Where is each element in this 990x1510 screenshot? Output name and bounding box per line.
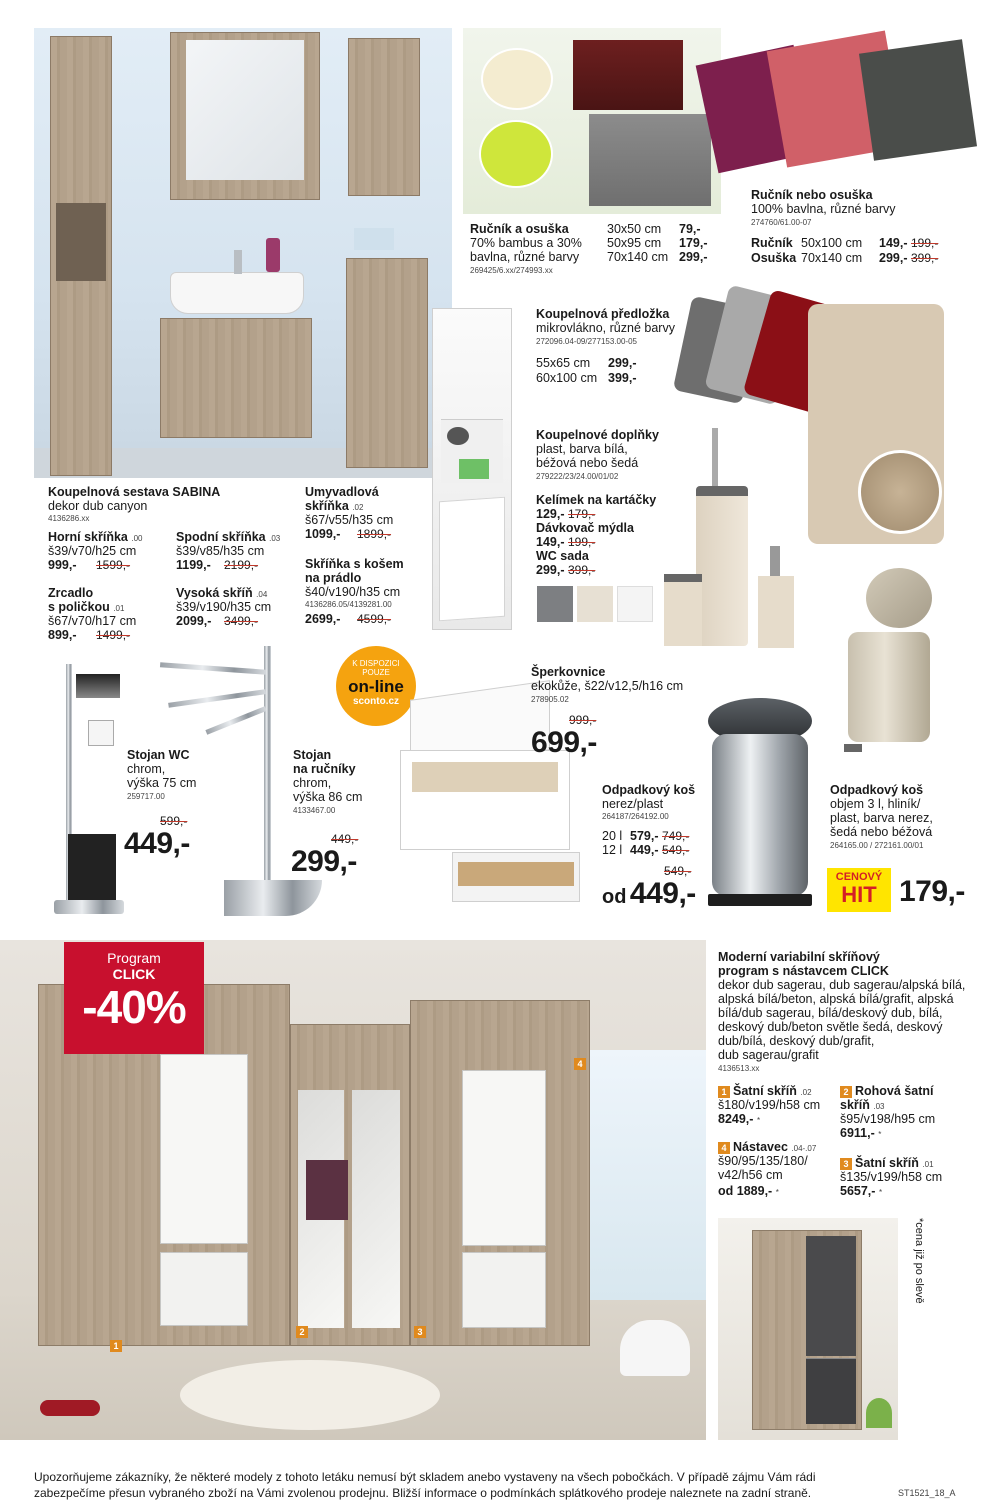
stojan-wc-desc1: chrom, [127, 762, 166, 776]
badge-text: CENOVÝ [835, 871, 883, 883]
rucnik-bambus-desc1: 70% bambus a 30% [470, 236, 582, 250]
stojan-rucniky-desc1: chrom, [293, 776, 332, 790]
rucnik-bambus-title: Ručník a osuška [470, 222, 569, 236]
sabina-kos: Skříňka s košem [305, 557, 404, 571]
stojan-rucniky-code: 4133467.00 [293, 806, 336, 815]
stojan-rucniky-title1: Stojan [293, 748, 332, 762]
rucnik-bavlna-row: Osuška 70x140 cm 299,- 399,- [751, 251, 939, 265]
click-desc-line: dekor dub sagerau, dub sagerau/alpská bílá, [718, 978, 966, 992]
rucnik-bambus-desc2: bavlna, různé barvy [470, 250, 580, 264]
predlozka-title: Koupelnová předložka [536, 307, 670, 321]
color-swatch-beige[interactable] [577, 586, 613, 622]
kos-hlinik-desc2: plast, barva nerez, [830, 811, 933, 825]
doplnky-item-name: WC sada [536, 549, 589, 563]
rucnik-bambus-code: 269425/6.xx/274993.xx [470, 266, 553, 275]
position-marker-1: 1 [110, 1340, 122, 1352]
kos-nerez-desc: nerez/plast [602, 797, 664, 811]
sabina-spodni-price: 1199,- 2199,- [176, 558, 259, 572]
kos-hlinik-desc1: objem 3 l, hliník/ [830, 797, 921, 811]
predlozka-desc: mikrovlákno, různé barvy [536, 321, 675, 335]
click-item-1-dims: š180/v199/h58 cm [718, 1098, 821, 1112]
sabina-umyvadlova-price: 1099,- 1899,- [305, 527, 392, 541]
doplnky-code: 279222/23/24.00/01/02 [536, 472, 619, 481]
sperkovnice-desc: ekokůže, š22/v12,5/h16 cm [531, 679, 684, 693]
stojan-rucniky-price: 299,- [291, 845, 357, 878]
size-row: 60x100 cm 399,- [536, 371, 637, 385]
footer-disclaimer-line1: Upozorňujeme zákazníky, že některé modely z tohoto letáku nemusí být skladem anebo vystaveny na všech pobočkách. V případě zájmu Vám rádi [34, 1470, 816, 1484]
sabina-horni-price: 999,- 1599,- [48, 558, 131, 572]
stojan-wc-code: 259717.00 [127, 792, 165, 801]
doplnky-item-name: Kelímek na kartáčky [536, 493, 657, 507]
stojan-wc-title: Stojan WC [127, 748, 190, 762]
stojan-wc-price: 449,- [124, 827, 190, 860]
footer-disclaimer-line2: zabezpečíme přesun vybraného zboží na Vámi zvolenou prodejnu. Bližší informace o podmínkách splátkového prodeje naleznete na zadní straně. [34, 1486, 812, 1500]
size-row: 50x95 cm 179,- [607, 236, 708, 250]
sabina-zrcadlo-price: 899,- 1499,- [48, 628, 131, 642]
trash-can-small-photo [840, 568, 944, 758]
predlozka-code: 272096.04-09/277153.00-05 [536, 337, 637, 346]
program-label: Program [107, 950, 161, 966]
sabina-spodni: Spodní skříňka .03 [176, 530, 281, 544]
discount-banner [64, 942, 204, 1054]
click-item-1: 1 Šatní skříň .02 [718, 1084, 812, 1098]
sabina-umyvadlova-dims: š67/v55/h35 cm [305, 513, 394, 527]
stojan-rucniky-old-price: 449,- [331, 832, 359, 846]
sabina-umyvadlova-2: skříňka .02 [305, 499, 364, 513]
click-item-3: 3 Šatní skříň .01 [840, 1156, 934, 1170]
laundry-cabinet-photo [432, 308, 512, 630]
click-title1: Moderní variabilní skříňový [718, 950, 880, 964]
click-item-4-dims2: v42/h56 cm [718, 1168, 783, 1182]
size-row: 70x140 cm 299,- [607, 250, 708, 264]
click-desc-line: deskový dub/beton světle šedá, deskový [718, 1020, 943, 1034]
position-marker-2: 2 [296, 1326, 308, 1338]
doplnky-desc1: plast, barva bílá, [536, 442, 628, 456]
sperkovnice-title: Šperkovnice [531, 665, 606, 679]
click-item-4-price: od 1889,- * [718, 1184, 779, 1198]
click-item-2-price: 6911,- * [840, 1126, 882, 1140]
position-marker-4: 4 [574, 1058, 586, 1070]
towels-cotton-photo [706, 34, 978, 174]
click-item-2-dims: š95/v198/h95 cm [840, 1112, 936, 1126]
wardrobe-small-photo [718, 1218, 898, 1440]
kos-nerez-title: Odpadkový koš [602, 783, 696, 797]
rucnik-bavlna-title: Ručník nebo osuška [751, 188, 873, 202]
kos-hlinik-title: Odpadkový koš [830, 783, 924, 797]
color-swatch-grey[interactable] [537, 586, 573, 622]
click-item-4-dims1: š90/95/135/180/ [718, 1154, 808, 1168]
badge-text: POUZE [362, 668, 390, 677]
doplnky-item-price: 129,- 179,- [536, 507, 596, 521]
sabina-subtitle: dekor dub canyon [48, 499, 148, 513]
sabina-kos-2: na prádlo [305, 571, 362, 585]
wc-stand-photo [48, 664, 128, 916]
sabina-vysoka-dims: š39/v190/h35 cm [176, 600, 272, 614]
kos-nerez-price: od 449,- [602, 877, 696, 910]
kos-hlinik-desc3: šedá nebo béžová [830, 825, 933, 839]
size-row: 30x50 cm 79,- [607, 222, 701, 236]
rucnik-bavlna-row: Ručník 50x100 cm 149,- 199,- [751, 236, 939, 250]
sabina-horni-dims: š39/v70/h25 cm [48, 544, 137, 558]
stojan-wc-desc2: výška 75 cm [127, 776, 197, 790]
sabina-spodni-dims: š39/v85/h35 cm [176, 544, 265, 558]
click-desc-line: bílá/dub sagerau, bílá/deskový dub, bílá, [718, 1006, 943, 1020]
bathroom-photo [34, 28, 452, 478]
click-desc-line: dub/bílá, deskový dub/grafit, [718, 1034, 875, 1048]
badge-site: sconto.cz [352, 696, 400, 707]
stojan-rucniky-desc2: výška 86 cm [293, 790, 363, 804]
price-note: *cena již po slevě [913, 1218, 925, 1304]
sperkovnice-code: 278905.02 [531, 695, 569, 704]
rucnik-bavlna-code: 274760/61.00-07 [751, 218, 812, 227]
click-title2: program s nástavcem CLICK [718, 964, 889, 978]
click-item-4: 4 Nástavec .04-.07 [718, 1140, 816, 1154]
towels-bamboo-photo [463, 28, 721, 214]
badge-text: K DISPOZICI [352, 659, 400, 668]
doplnky-desc2: béžová nebo šedá [536, 456, 639, 470]
trash-can-steel-photo [704, 698, 816, 910]
doplnky-title: Koupelnové doplňky [536, 428, 659, 442]
sabina-title: Koupelnová sestava SABINA [48, 485, 221, 499]
sabina-vysoka-price: 2099,- 3499,- [176, 614, 259, 628]
sperkovnice-old-price: 999,- [569, 713, 597, 727]
rucnik-bavlna-desc: 100% bavlna, různé barvy [751, 202, 896, 216]
click-item-1-price: 8249,- * [718, 1112, 761, 1126]
kos-nerez-row: 12 l 449,- 549,- [602, 843, 690, 857]
doplnky-item-name: Dávkovač mýdla [536, 521, 634, 535]
click-item-2: 2 Rohová šatní [840, 1084, 934, 1098]
sabina-umyvadlova: Umyvadlová [305, 485, 379, 499]
size-row: 55x65 cm 299,- [536, 356, 637, 370]
kos-hlinik-code: 264165.00 / 272161.00/01 [830, 841, 924, 850]
badge-big-text: HIT [841, 882, 877, 907]
click-item-2-name: skříň .03 [840, 1098, 885, 1112]
sabina-zrcadlo-dims: š67/v70/h17 cm [48, 614, 137, 628]
sperkovnice-price: 699,- [531, 726, 597, 759]
click-item-3-price: 5657,- * [840, 1184, 883, 1198]
click-item-3-dims: š135/v199/h58 cm [840, 1170, 943, 1184]
sabina-zrcadlo: Zrcadlo [48, 586, 94, 600]
click-desc-line: dub sagerau/grafit [718, 1048, 819, 1062]
stojan-wc-old-price: 599,- [160, 814, 188, 828]
page-code: ST1521_18_A [898, 1488, 956, 1498]
badge-big-text: on-line [348, 677, 404, 696]
bath-accessories-photo [660, 428, 800, 650]
sabina-kos-code: 4136286.05/4139281.00 [305, 600, 392, 609]
doplnky-item-price: 149,- 199,- [536, 535, 596, 549]
sabina-kos-dims: š40/v190/h35 cm [305, 585, 401, 599]
stojan-rucniky-title2: na ručníky [293, 762, 356, 776]
sabina-zrcadlo-2: s poličkou .01 [48, 600, 125, 614]
doplnky-item-price: 299,- 399,- [536, 563, 596, 577]
discount-value: -40% [82, 981, 186, 1033]
sabina-kos-price: 2699,- 4599,- [305, 612, 392, 626]
program-name: CLICK [112, 966, 156, 982]
color-swatch-white[interactable] [617, 586, 653, 622]
kos-hlinik-price: 179,- [899, 875, 965, 908]
cenovy-hit-badge [827, 868, 891, 912]
position-marker-3: 3 [414, 1326, 426, 1338]
click-desc-line: alpská bílá/beton, alpská bílá/grafit, alpská [718, 992, 954, 1006]
kos-nerez-old-price: 549,- [664, 864, 692, 878]
kos-nerez-row: 20 l 579,- 749,- [602, 829, 690, 843]
sabina-vysoka: Vysoká skříň .04 [176, 586, 268, 600]
kos-nerez-code: 264187/264192.00 [602, 812, 669, 821]
jewelry-box-photo [392, 690, 582, 914]
sabina-code: 4136286.xx [48, 514, 90, 523]
sabina-horni: Horní skříňka .00 [48, 530, 143, 544]
click-code: 4136513.xx [718, 1064, 760, 1073]
